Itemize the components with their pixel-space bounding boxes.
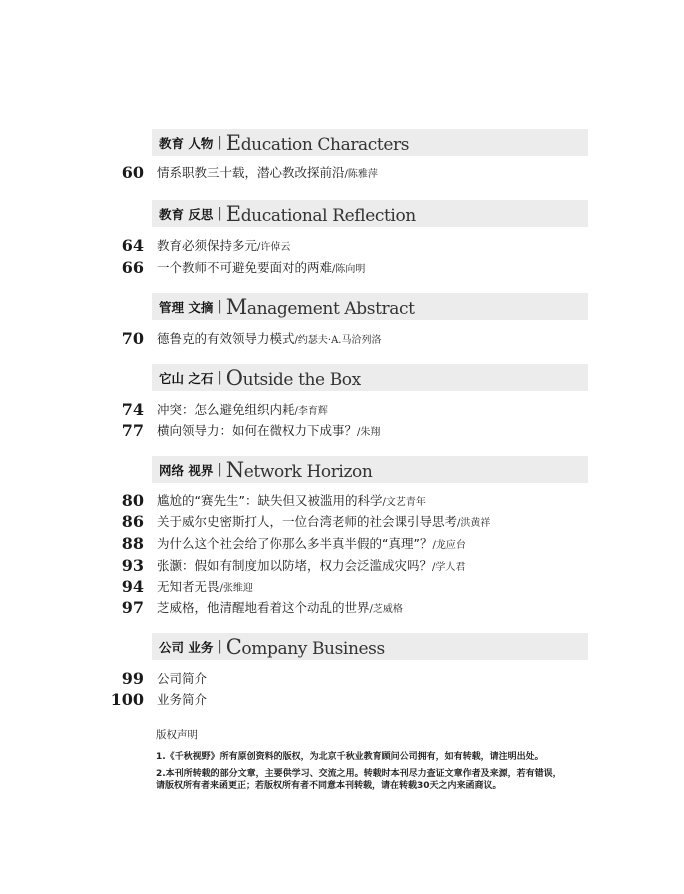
toc-entry[interactable]	[110, 533, 466, 553]
page-number: 99	[121, 668, 144, 688]
section-en-title: Outside the Box	[225, 365, 361, 390]
toc-entry[interactable]	[110, 235, 290, 255]
article-title: 冲突：怎么避免组织内耗	[157, 402, 295, 417]
toc-entry[interactable]	[110, 399, 328, 419]
toc-entry[interactable]	[110, 689, 207, 709]
toc-entry[interactable]	[110, 555, 465, 575]
toc-entry[interactable]	[110, 257, 365, 277]
section-zh-title: 管理 文摘	[159, 299, 214, 315]
article-title: 业务简介	[157, 692, 208, 707]
section-en-title: Network Horizon	[225, 457, 373, 482]
toc-entry[interactable]	[110, 597, 403, 617]
page-number: 94	[121, 576, 144, 596]
page-number: 86	[121, 511, 144, 531]
article-author: /学人君	[432, 561, 466, 573]
article-title: 情系职教三十载，潜心教改探前沿	[157, 165, 345, 180]
page-number: 93	[121, 555, 144, 575]
page-number: 97	[121, 597, 144, 617]
article-title: 教育必须保持多元	[157, 238, 258, 253]
page-number: 60	[121, 162, 144, 182]
toc-entry[interactable]	[110, 162, 378, 182]
article-title: 芝威格，他清醒地看着这个动乱的世界	[157, 600, 370, 615]
article-title: 无知者无畏	[157, 579, 220, 594]
article-title: 公司简介	[157, 671, 208, 686]
article-author: /陈雅萍	[344, 168, 378, 180]
section-zh-title: 它山 之石	[159, 370, 214, 386]
section-zh-title: 网络 视界	[159, 462, 214, 478]
copyright-item-1: 1.《千秋视野》所有原创资料的版权，为北京千秋业教育顾问公司拥有，如有转载，请注明出处。	[156, 752, 544, 762]
article-author: /张维迎	[219, 582, 253, 594]
toc-entry[interactable]	[110, 420, 380, 440]
article-title: 横向领导力：如何在微权力下成事？	[157, 423, 358, 438]
article-author: /许倬云	[257, 241, 291, 253]
page-number: 74	[121, 399, 144, 419]
toc-entry[interactable]	[110, 511, 490, 531]
section-header-management-abstract	[152, 293, 588, 320]
page-number: 88	[121, 533, 144, 553]
section-header-outside-the-box	[152, 364, 588, 391]
toc-entry[interactable]	[110, 328, 381, 348]
article-author: /文艺青年	[382, 496, 426, 508]
section-header-network-horizon	[152, 456, 588, 483]
section-divider: |	[217, 639, 222, 654]
article-author: /洪黄祥	[457, 517, 491, 529]
section-en-title: Company Business	[225, 634, 385, 659]
toc-entry[interactable]	[110, 668, 207, 688]
copyright-item-2: 2.本刊所转载的部分文章，主要供学习、交流之用。转载时本刊尽力查证文章作者及来源，若有错误，请版权所有者来函更正；若版权所有者不同意本刊转载，请在转载30天之内来函商议。	[156, 768, 562, 791]
section-zh-title: 教育 人物	[159, 135, 214, 151]
article-title: 一个教师不可避免要面对的两难	[157, 260, 333, 275]
article-title: 张灏：假如有制度加以防堵，权力会泛滥成灾吗？	[157, 558, 433, 573]
section-header-education-characters	[152, 129, 588, 156]
section-divider: |	[217, 206, 222, 221]
page-number: 77	[121, 420, 144, 440]
section-en-title: Management Abstract	[225, 294, 415, 319]
section-zh-title: 公司 业务	[159, 639, 214, 655]
section-divider: |	[217, 370, 222, 385]
article-title: 为什么这个社会给了你那么多半真半假的“真理”？	[157, 536, 433, 551]
article-author: /约瑟夫·A.马洽列洛	[294, 334, 382, 346]
section-header-company-business	[152, 633, 588, 660]
article-author: /朱翔	[357, 426, 381, 438]
article-title: 尴尬的“赛先生”：缺失但又被滥用的科学	[157, 493, 383, 508]
page-number: 64	[121, 235, 144, 255]
section-divider: |	[217, 299, 222, 314]
section-divider: |	[217, 135, 222, 150]
page-number: 70	[121, 328, 144, 348]
section-en-title: Education Characters	[225, 130, 410, 155]
toc-entry[interactable]	[110, 490, 426, 510]
article-title: 德鲁克的有效领导力模式	[157, 331, 295, 346]
page-number: 66	[121, 257, 144, 277]
article-author: /陈向明	[332, 263, 366, 275]
section-en-title: Educational Reflection	[225, 201, 416, 226]
section-zh-title: 教育 反思	[159, 206, 214, 222]
toc-entry[interactable]	[110, 576, 253, 596]
article-author: /李育辉	[294, 405, 328, 417]
section-header-educational-reflection	[152, 200, 588, 227]
section-divider: |	[217, 462, 222, 477]
article-author: /芝威格	[369, 603, 403, 615]
copyright-notice	[156, 727, 566, 797]
article-title: 关于威尔史密斯打人，一位台湾老师的社会课引导思考	[157, 514, 458, 529]
page-number: 80	[121, 490, 144, 510]
page-number: 100	[110, 689, 144, 709]
article-author: /龙应台	[432, 539, 466, 551]
copyright-heading: 版权声明	[156, 729, 198, 741]
